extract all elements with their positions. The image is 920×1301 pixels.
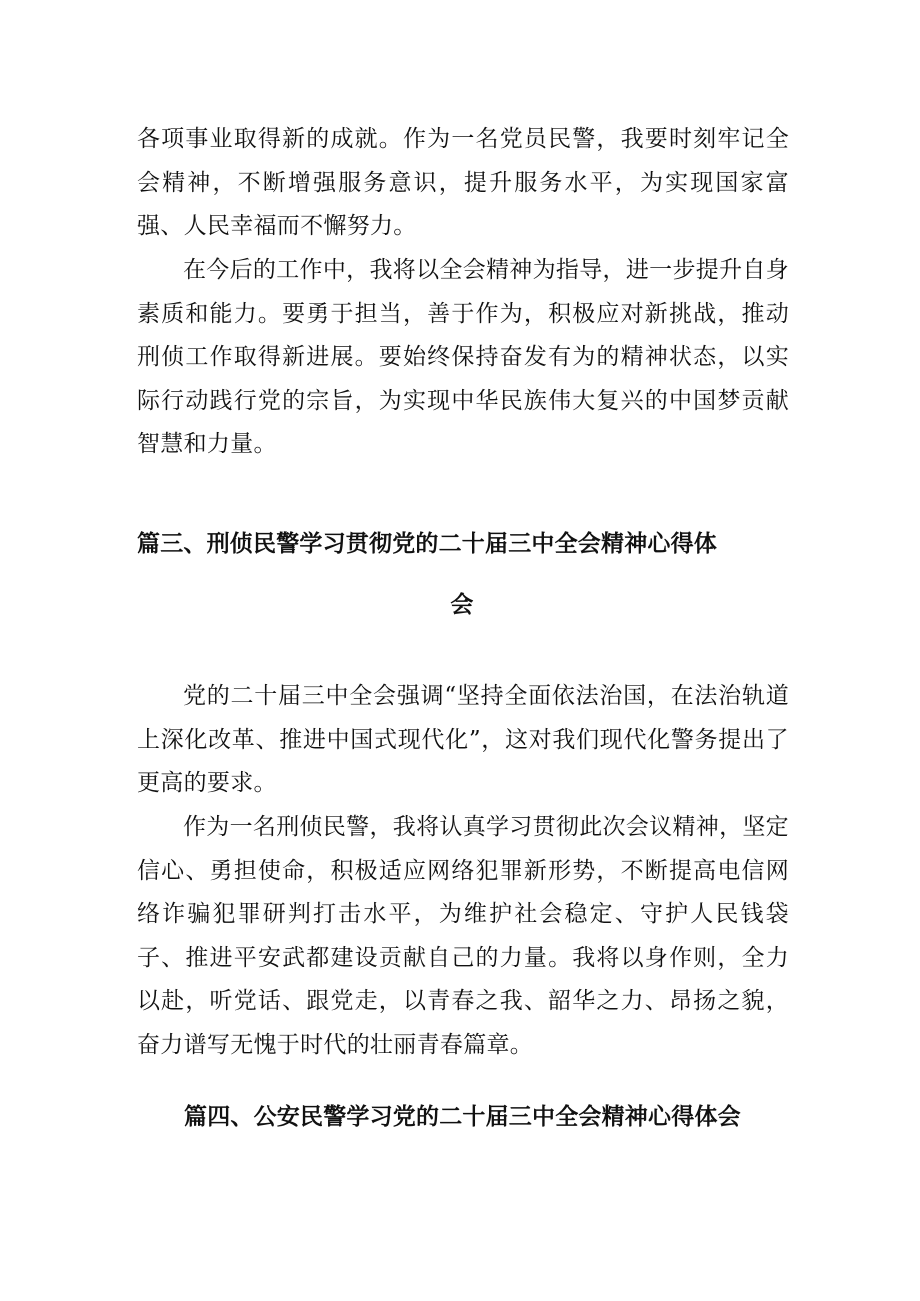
section-heading-4: 篇四、公安民警学习党的二十届三中全会精神心得体会	[184, 1104, 741, 1130]
section-heading-3-line1: 篇三、刑侦民警学习贯彻党的二十届三中全会精神心得体	[137, 531, 717, 557]
paragraph-continuation: 各项事业取得新的成就。作为一名党员民警，我要时刻牢记全会精神，不断增强服务意识，提升服务水平，为实现国家富强、人民幸福而不懈努力。	[137, 126, 789, 239]
paragraph-section3-intro: 党的二十届三中全会强调“坚持全面依法治国，在法治轨道上深化改革、推进中国式现代化”，这对我们现代化警务提出了更高的要求。	[137, 683, 789, 796]
section-heading-3	[137, 514, 787, 636]
paragraph-future-work: 在今后的工作中，我将以全会精神为指导，进一步提升自身素质和能力。要勇于担当，善于作为，积极应对新挑战，推动刑侦工作取得新进展。要始终保持奋发有为的精神状态，以实际行动践行党的宗旨，为实现中华民族伟大复兴的中国梦贡献智慧和力量。	[137, 257, 789, 457]
section-heading-3-line2: 会	[450, 592, 474, 618]
paragraph-section3-body: 作为一名刑侦民警，我将认真学习贯彻此次会议精神，坚定信心、勇担使命，积极适应网络犯罪新形势，不断提高电信网络诈骗犯罪研判打击水平，为维护社会稳定、守护人民钱袋子、推进平安武都建设贡献自己的力量。我将以身作则，全力以赴，听党话、跟党走，以青春之我、韶华之力、昂扬之貌，奋力谱写无愧于时代的壮丽青春篇章。	[137, 814, 789, 1058]
